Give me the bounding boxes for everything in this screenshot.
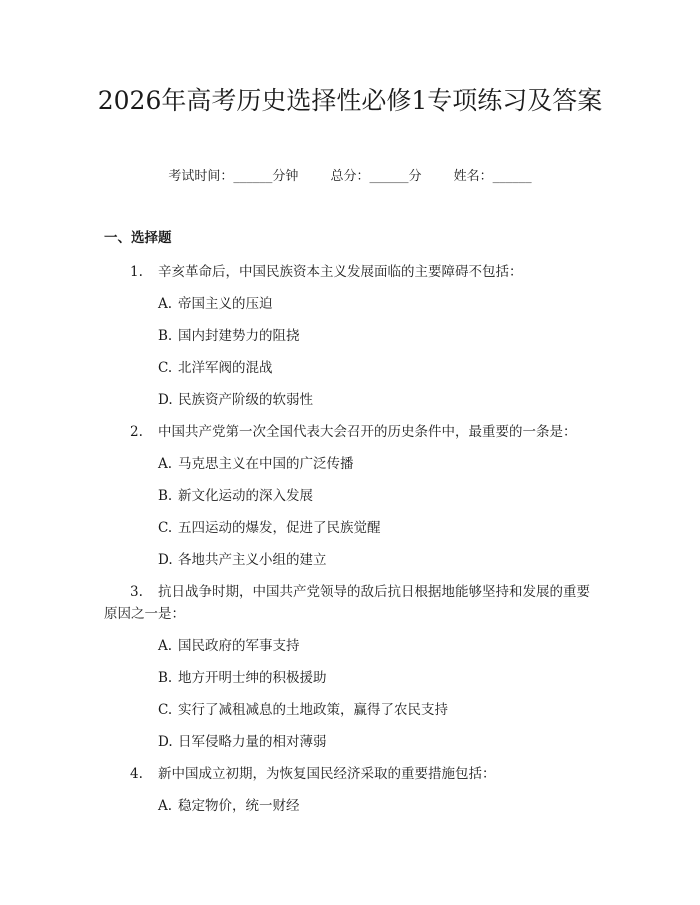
exam-meta	[0, 167, 700, 187]
option-2b	[158, 486, 313, 506]
question-2	[130, 422, 590, 442]
option-letter: B.	[158, 328, 173, 344]
option-letter: A.	[158, 798, 173, 814]
option-text: 马克思主义在中国的广泛传播	[178, 456, 354, 472]
option-text: 实行了减租减息的土地政策，赢得了农民支持	[178, 702, 448, 718]
document-title: 2026年高考历史选择性必修1专项练习及答案	[97, 86, 603, 115]
option-letter: B.	[158, 488, 173, 504]
question-text: 抗日战争时期，中国共产党领导的敌后抗日根据地能够坚持和发展的重要	[158, 584, 590, 600]
option-text: 日军侵略力量的相对薄弱	[178, 734, 327, 750]
option-letter: B.	[158, 670, 173, 686]
question-number: 3.	[130, 584, 143, 600]
total-score-field: 总分：______分	[330, 169, 422, 184]
question-3	[130, 582, 590, 602]
option-4a	[158, 796, 300, 816]
option-letter: C.	[158, 520, 173, 536]
question-number: 1.	[130, 264, 143, 280]
option-text: 民族资产阶级的软弱性	[178, 392, 313, 408]
option-text: 国民政府的军事支持	[178, 638, 300, 654]
option-text: 新文化运动的深入发展	[178, 488, 313, 504]
question-text-continuation: 原因之一是：	[104, 606, 185, 622]
option-text: 各地共产主义小组的建立	[178, 552, 327, 568]
question-text: 辛亥革命后，中国民族资本主义发展面临的主要障碍不包括：	[158, 264, 523, 280]
option-1c	[158, 358, 273, 378]
option-text: 稳定物价，统一财经	[178, 798, 300, 814]
section-heading: 一、选择题	[104, 230, 172, 246]
option-2c	[158, 518, 381, 538]
question-text: 中国共产党第一次全国代表大会召开的历史条件中，最重要的一条是：	[158, 424, 577, 440]
option-text: 帝国主义的压迫	[178, 296, 273, 312]
option-3c	[158, 700, 448, 720]
option-letter: D.	[158, 552, 173, 568]
student-name-field: 姓名：______	[453, 169, 532, 184]
question-4	[130, 764, 590, 784]
option-letter: A.	[158, 638, 173, 654]
option-1b	[158, 326, 300, 346]
question-text: 新中国成立初期，为恢复国民经济采取的重要措施包括：	[158, 766, 496, 782]
option-2a	[158, 454, 354, 474]
question-number: 2.	[130, 424, 143, 440]
option-letter: C.	[158, 702, 173, 718]
option-3a	[158, 636, 300, 656]
question-1	[130, 262, 590, 282]
option-1d	[158, 390, 313, 410]
option-text: 五四运动的爆发，促进了民族觉醒	[178, 520, 381, 536]
option-text: 地方开明士绅的积极援助	[178, 670, 327, 686]
option-letter: D.	[158, 392, 173, 408]
option-text: 北洋军阀的混战	[178, 360, 273, 376]
option-3d	[158, 732, 327, 752]
option-letter: C.	[158, 360, 173, 376]
option-text: 国内封建势力的阻挠	[178, 328, 300, 344]
question-number: 4.	[130, 766, 143, 782]
option-letter: D.	[158, 734, 173, 750]
option-3b	[158, 668, 327, 688]
exam-time-field: 考试时间：______分钟	[168, 169, 299, 184]
option-1a	[158, 294, 273, 314]
option-2d	[158, 550, 327, 570]
option-letter: A.	[158, 296, 173, 312]
question-3-continuation	[104, 604, 564, 624]
option-letter: A.	[158, 456, 173, 472]
